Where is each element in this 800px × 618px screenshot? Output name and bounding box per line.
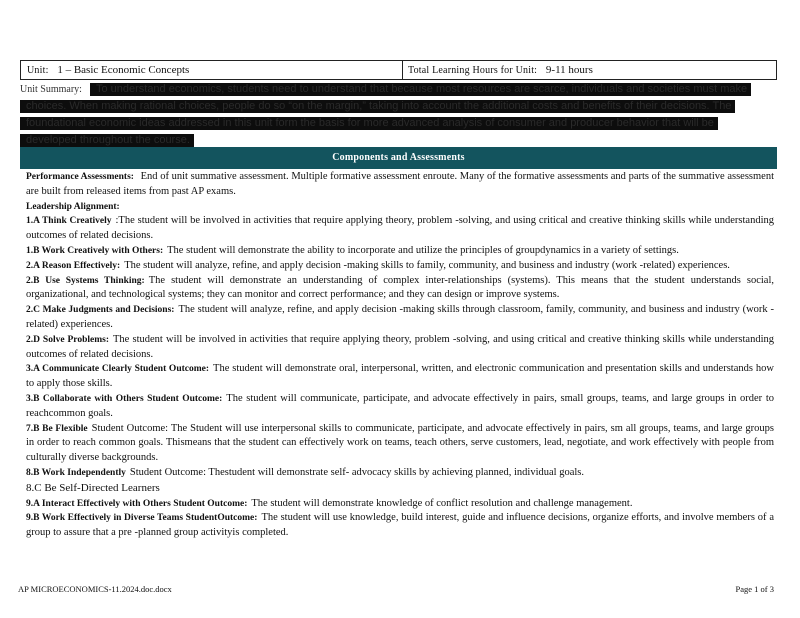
alignment-item bbox=[26, 392, 774, 422]
total-hours-value: 9-11 hours bbox=[545, 64, 593, 76]
alignment-label: 9.B Work Effectively in Diverse Teams StudentOutcome: bbox=[26, 513, 258, 524]
alignment-text: The student will be involved in activities that require applying theory, problem -solving, and using critical and creative thinking skills while understanding outcomes of related decisions. bbox=[26, 333, 774, 360]
alignment-text: :The student will be involved in activities that require applying theory, problem -solving, and using critical and creative thinking skills while understanding outcomes of related decisions. bbox=[26, 215, 774, 242]
alignment-label: 7.B Be Flexible bbox=[26, 423, 88, 434]
unit-summary-line: choices. When making rational choices, people do so “on the margin,” taking into account the additional costs and benefits of their decisions. The bbox=[20, 100, 735, 113]
unit-cell bbox=[21, 61, 403, 79]
alignment-text: The student will analyze, refine, and apply decision -making skills through classroom, family, community, and business and industry (work -related) experiences. bbox=[26, 304, 774, 330]
alignment-label: 8.B Work Independently bbox=[26, 467, 126, 478]
alignment-item bbox=[26, 362, 774, 392]
alignment-item bbox=[26, 303, 774, 333]
unit-summary bbox=[20, 81, 777, 149]
performance-label: Performance Assessments: bbox=[26, 172, 134, 182]
unit-summary-line: To understand economics, students need to understand that because most resources are scarce, individuals and societies must make bbox=[90, 83, 751, 96]
alignment-item bbox=[26, 422, 774, 466]
alignment-text: The student will demonstrate the ability to incorporate and utilize the principles of groupdynamics in a variety of settings. bbox=[167, 244, 679, 256]
components-content bbox=[26, 170, 774, 541]
alignment-label: 3.A Communicate Clearly Student Outcome: bbox=[26, 364, 210, 375]
alignment-item bbox=[26, 511, 774, 541]
alignment-item bbox=[26, 333, 774, 363]
unit-summary-line: developed throughout the course. bbox=[20, 134, 194, 147]
unit-summary-label: Unit Summary: bbox=[20, 84, 82, 95]
alignment-label: 1.A Think Creatively bbox=[26, 216, 112, 227]
footer-page-number: Page 1 of 3 bbox=[735, 584, 774, 594]
alignment-item bbox=[26, 497, 774, 512]
alignment-label: 2.C Make Judgments and Decisions: bbox=[26, 305, 175, 316]
alignment-label: 9.A Interact Effectively with Others Student Outcome: bbox=[26, 498, 248, 509]
alignment-text: The student will demonstrate knowledge of conflict resolution and challenge management. bbox=[251, 497, 633, 509]
alignment-label: 2.B Use Systems Thinking: bbox=[26, 275, 145, 286]
alignment-item bbox=[26, 244, 774, 259]
alignment-item bbox=[26, 259, 774, 274]
alignment-item bbox=[26, 214, 774, 244]
page-footer bbox=[18, 584, 774, 594]
leadership-label: Leadership Alignment: bbox=[26, 201, 120, 212]
alignment-text: Student Outcome: The Student will use interpersonal skills to communicate, participate, and advocate effectively in pairs, sm all groups, teams, and large groups in order to reach common goals. Thismeans that the student can effectively work on teams, teach others, serve customers, lead, negotiate, and work effectively with people from culturally diverse backgrounds. bbox=[26, 422, 774, 464]
alignment-item bbox=[26, 274, 774, 304]
alignment-text: The student will demonstrate oral, interpersonal, written, and electronic communication and presentation skills and understands how to apply those skills. bbox=[26, 363, 774, 390]
unit-header-row bbox=[20, 60, 777, 80]
alignment-text: The student will communicate, participate, and advocate effectively in pairs, small groups, teams, and large groups in order to reachcommon goals. bbox=[26, 392, 775, 419]
unit-summary-line: foundational economic ideas addressed in this unit form the basis for more advanced analysis of consumer and producer behavior that will be bbox=[20, 117, 718, 130]
alignment-item bbox=[26, 481, 774, 497]
alignment-label: 1.B Work Creatively with Others: bbox=[26, 245, 164, 256]
alignment-label: 2.A Reason Effectively: bbox=[26, 260, 121, 271]
alignment-text: The student will use knowledge, build interest, guide and influence decisions, organize efforts, and involve members of a group to assure that a pre -planned group activityis completed. bbox=[26, 512, 774, 539]
performance-text: End of unit summative assessment. Multiple formative assessment enroute. Many of the formative assessments and parts of the summative assessment are built from released items from past AP exams. bbox=[26, 171, 774, 197]
alignment-item bbox=[26, 466, 774, 481]
unit-label: Unit: bbox=[27, 65, 49, 76]
alignment-label: 2.D Solve Problems: bbox=[26, 334, 109, 345]
total-hours-label: Total Learning Hours for Unit: bbox=[408, 65, 538, 76]
unit-value: 1 – Basic Economic Concepts bbox=[57, 64, 190, 76]
footer-filename: AP MICROECONOMICS-11.2024.doc.docx bbox=[18, 584, 172, 594]
alignment-text: Student Outcome: Thestudent will demonstrate self- advocacy skills by achieving planned, individual goals. bbox=[129, 466, 584, 478]
alignment-text: The student will demonstrate an understanding of complex inter-relationships (systems). This means that the student understands social, organizational, and technological systems; they can monitor and correct performance; and they can design or improve systems. bbox=[26, 274, 774, 301]
alignment-label: 3.B Collaborate with Others Student Outcome: bbox=[26, 393, 223, 404]
leadership-alignment bbox=[26, 200, 774, 215]
performance-assessments bbox=[26, 170, 774, 200]
alignment-text: 8.C Be Self-Directed Learners bbox=[26, 481, 160, 494]
alignment-text: The student will analyze, refine, and apply decision -making skills to family, community, and business and industry (work -related) experiences. bbox=[124, 259, 730, 271]
total-hours-cell bbox=[403, 61, 776, 79]
components-assessments-header: Components and Assessments bbox=[20, 147, 777, 169]
